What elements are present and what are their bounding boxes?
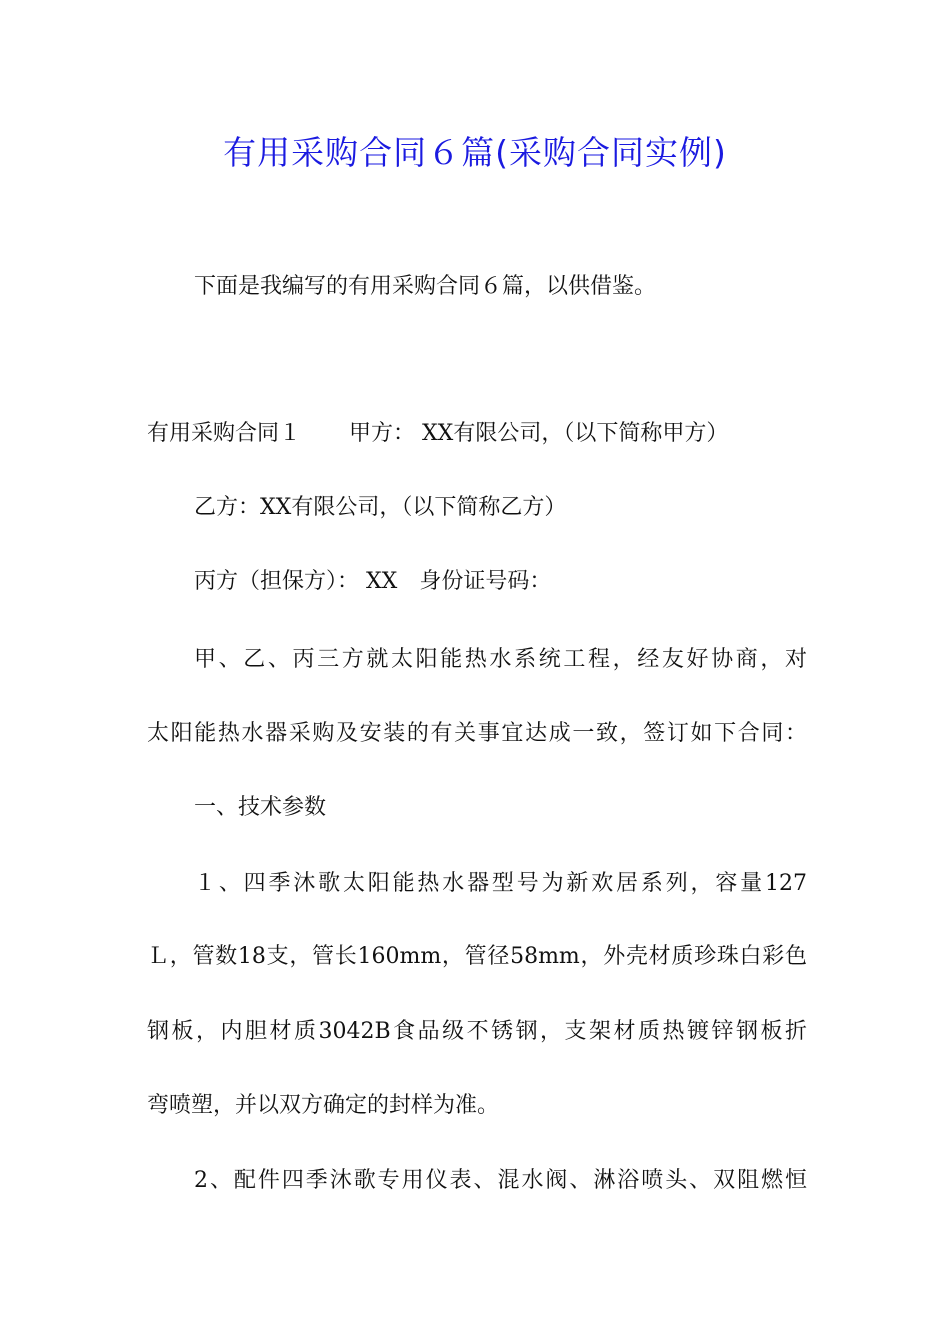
party-a-line: 甲方： XX有限公司，（以下简称甲方） [349,421,729,446]
contract-heading-row [147,418,807,450]
item-1-line-3: 钢板，内胆材质3042B食品级不锈钢，支架材质热镀锌钢板折 [147,1019,807,1044]
party-b-line: 乙方：XX有限公司，（以下简称乙方） [194,495,567,520]
paragraph-1-line-1: 甲、乙、丙三方就太阳能热水系统工程，经友好协商，对 [194,647,807,672]
paragraph-1-line-2: 太阳能热水器采购及安装的有关事宜达成一致，签订如下合同： [147,721,807,746]
item-1-line-2: Ｌ，管数18支，管长160mm，管径58mm，外壳材质珍珠白彩色 [147,944,807,969]
document-title: 有用采购合同６篇(采购合同实例) [223,133,727,172]
item-2-line-1: 2、配件四季沐歌专用仪表、混水阀、淋浴喷头、双阻燃恒 [194,1168,807,1193]
party-c-line: 丙方（担保方）： XX 身份证号码： [194,569,552,594]
item-1-line-4: 弯喷塑，并以双方确定的封样为准。 [147,1093,500,1118]
contract-heading: 有用采购合同１ [147,421,302,446]
item-1-line-1: １、四季沐歌太阳能热水器型号为新欢居系列，容量127 [194,871,807,896]
section-heading-technical: 一、技术参数 [194,795,327,820]
intro-paragraph: 下面是我编写的有用采购合同６篇，以供借鉴。 [194,274,657,299]
